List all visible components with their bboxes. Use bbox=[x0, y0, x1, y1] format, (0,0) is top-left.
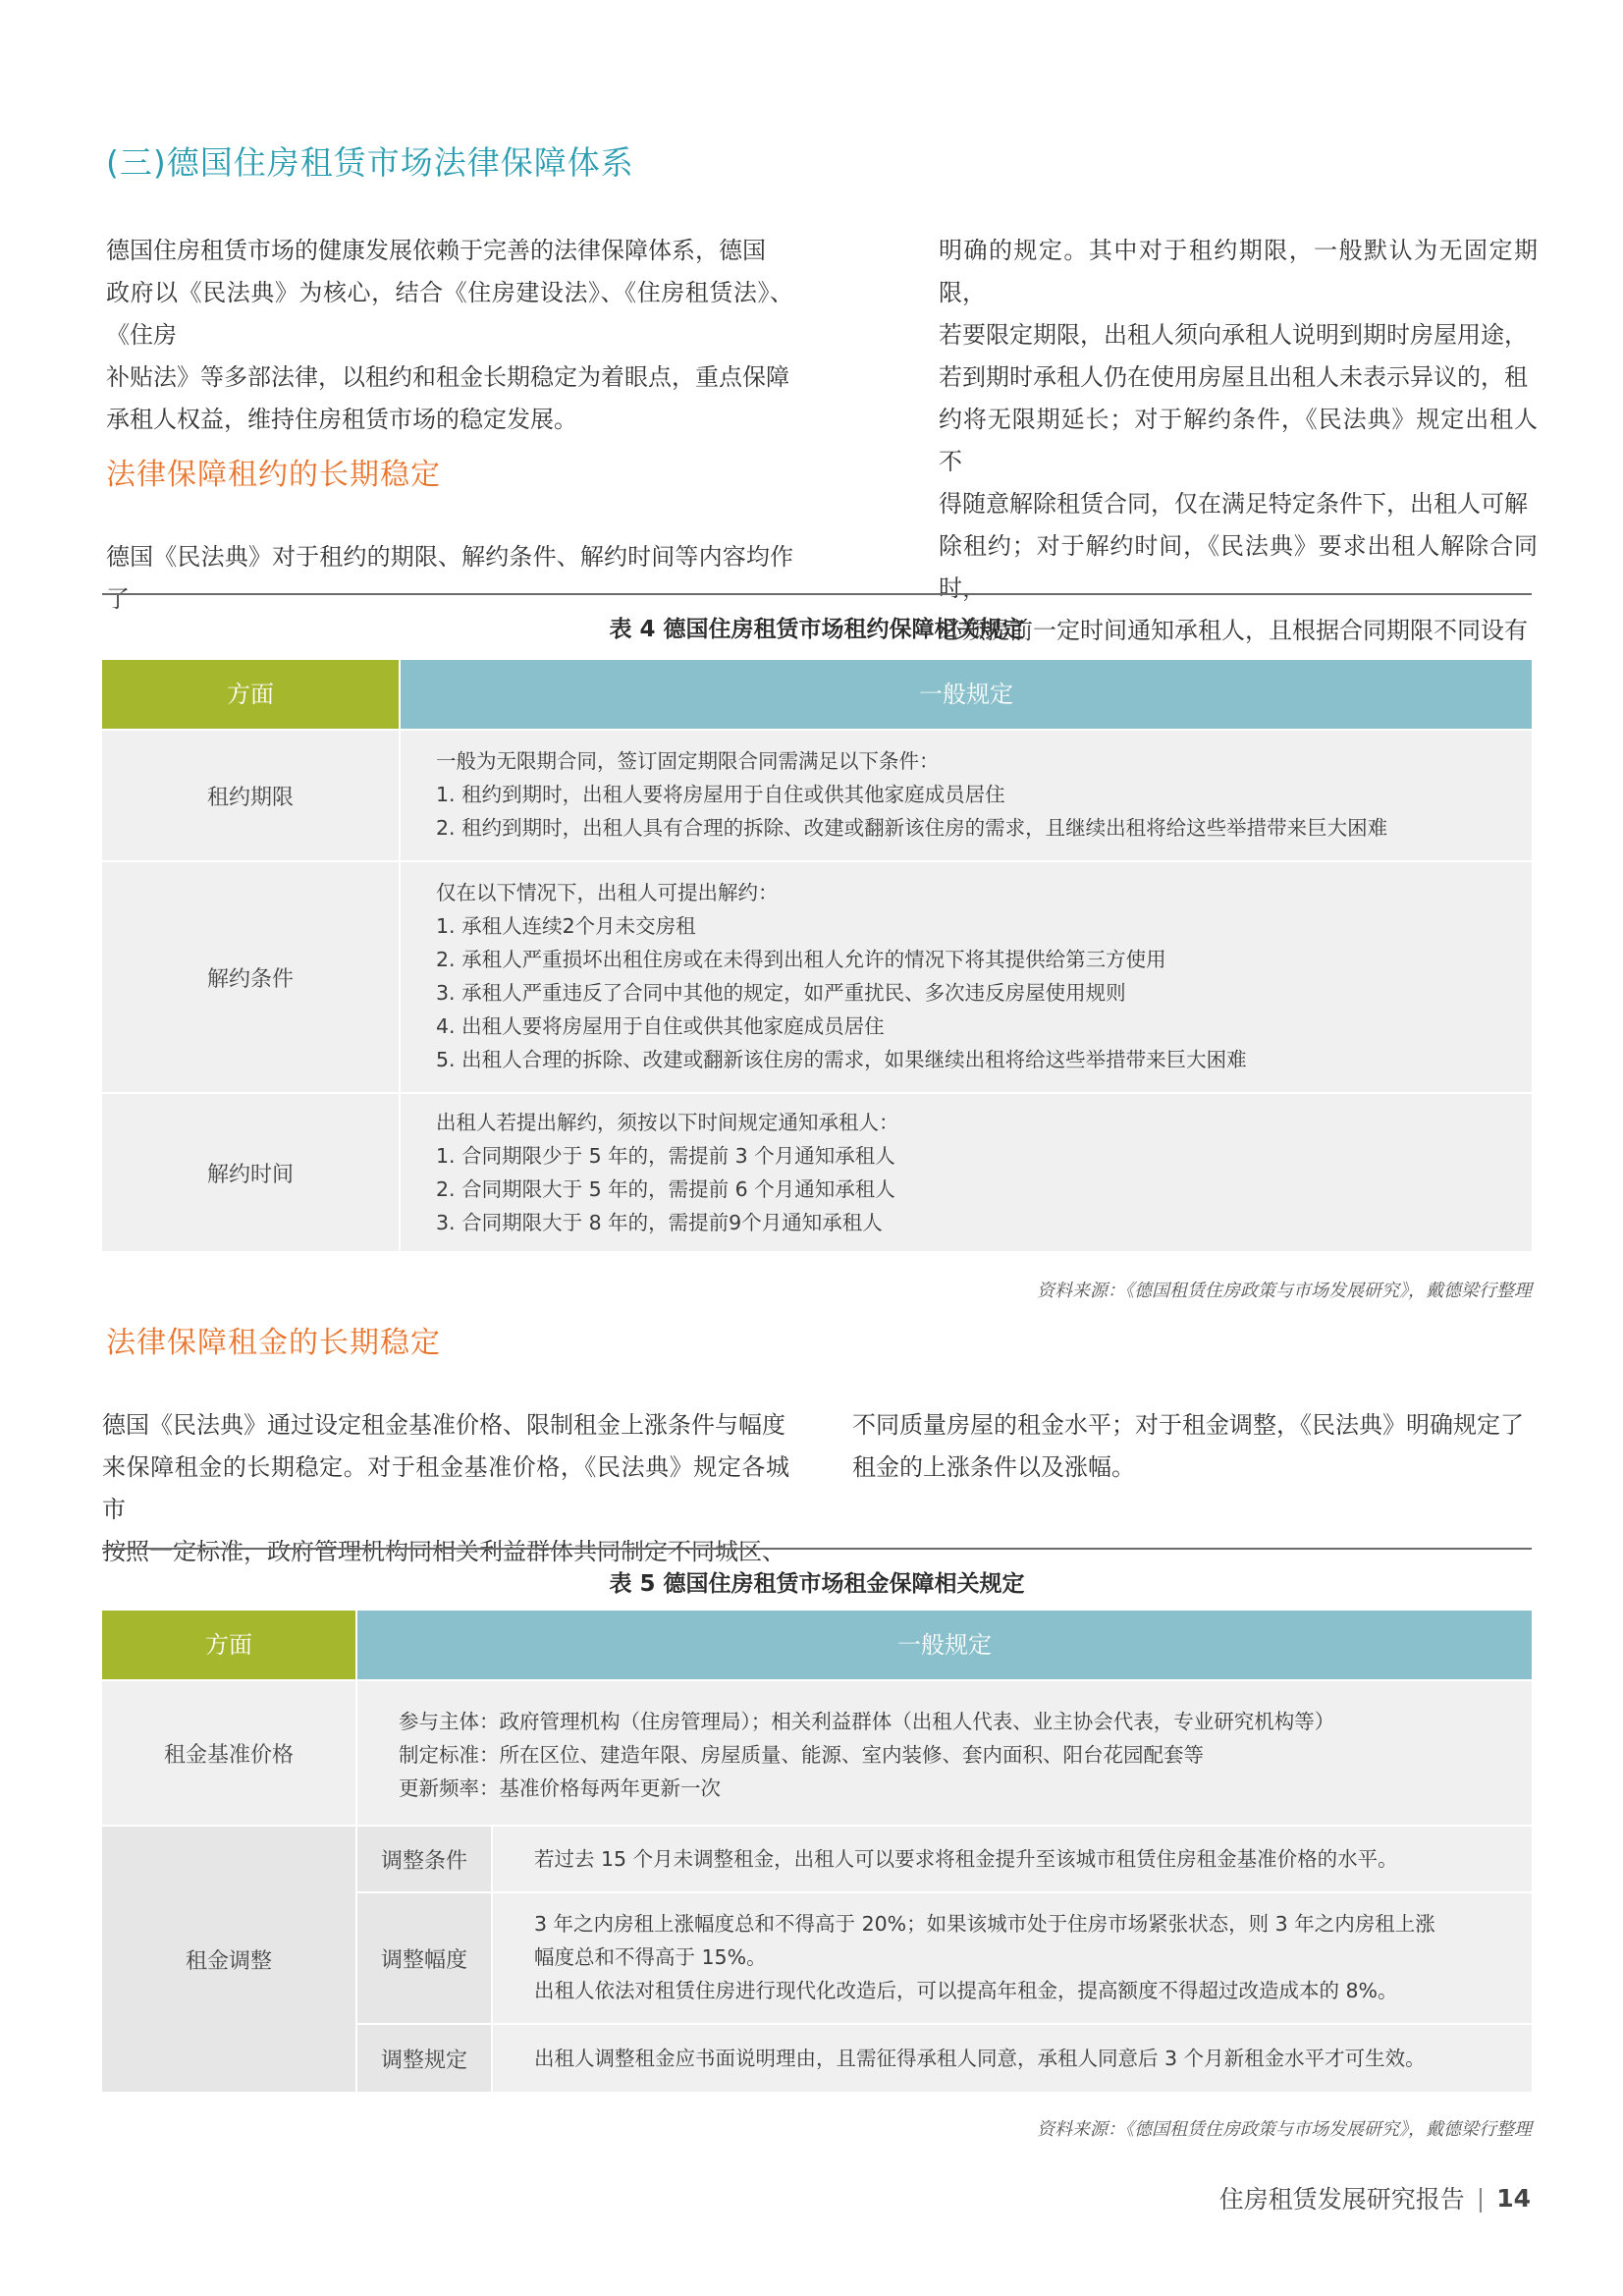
rule-line: 1. 承租人连续2个月未交房租 bbox=[436, 914, 696, 938]
page-number: 14 bbox=[1496, 2183, 1531, 2213]
rule-line: 一般为无限期合同，签订固定期限合同需满足以下条件： bbox=[436, 749, 940, 773]
intro-paragraph bbox=[106, 230, 793, 441]
table5-subrow-rule-range bbox=[493, 1893, 1532, 2023]
report-name: 住房租赁发展研究报告 bbox=[1218, 2185, 1465, 2214]
table5-aspect-rent-adjustment: 租金调整 bbox=[102, 1827, 355, 2092]
text-line: 明确的规定。其中对于租约期限，一般默认为无固定期限， bbox=[939, 237, 1538, 306]
table5-title: 表 5 德国住房租赁市场租金保障相关规定 bbox=[609, 1571, 1025, 1597]
table5-subrow-label-regulation: 调整规定 bbox=[357, 2025, 491, 2092]
table4-title: 表 4 德国住房租赁市场租约保障相关规定 bbox=[609, 617, 1025, 642]
table5-header-rule: 一般规定 bbox=[357, 1611, 1532, 1679]
table4-rule-termination-time bbox=[401, 1094, 1532, 1251]
divider bbox=[102, 593, 1532, 595]
text-line: 补贴法》等多部法律，以租约和租金长期稳定为着眼点，重点保障 bbox=[106, 363, 789, 391]
table5-subrow-rule-regulation bbox=[493, 2025, 1532, 2092]
text-line: 德国《民法典》通过设定租金基准价格、限制租金上涨条件与幅度 bbox=[102, 1411, 785, 1439]
text-line: 若到期时承租人仍在使用房屋且出租人未表示异议的，租 bbox=[939, 363, 1528, 391]
rule-line: 制定标准：所在区位、建造年限、房屋质量、能源、室内装修、套内面积、阳台花园配套等 bbox=[399, 1743, 1204, 1767]
rule-line: 1. 租约到期时，出租人要将房屋用于自住或供其他家庭成员居住 bbox=[436, 783, 1005, 806]
table4-aspect-termination-conditions: 解约条件 bbox=[102, 862, 399, 1092]
table4-rule-lease-term bbox=[401, 731, 1532, 860]
text-line: 承租人权益，维持住房租赁市场的稳定发展。 bbox=[106, 406, 577, 433]
table4-source: 资料来源：《德国租赁住房政策与市场发展研究》，戴德梁行整理 bbox=[1037, 1281, 1532, 1301]
rule-line: 3. 承租人严重违反了合同中其他的规定，如严重扰民、多次违反房屋使用规则 bbox=[436, 981, 1126, 1005]
text-line: 必须提前一定时间通知承租人，且根据合同期限不同设有 bbox=[939, 617, 1528, 644]
table4-aspect-termination-time: 解约时间 bbox=[102, 1094, 399, 1251]
subsection-title-lease: 法律保障租约的长期稳定 bbox=[106, 458, 441, 492]
text-line: 不同质量房屋的租金水平；对于租金调整，《民法典》明确规定了 bbox=[852, 1411, 1524, 1439]
text-line: 约将无限期延长；对于解约条件，《民法典》规定出租人不 bbox=[939, 406, 1538, 475]
table4-header-aspect: 方面 bbox=[102, 660, 399, 729]
text-line: 政府以《民法典》为核心，结合《住房建设法》、《住房租赁法》、《住房 bbox=[106, 279, 793, 349]
rule-line: 3. 合同期限大于 8 年的，需提前9个月通知承租人 bbox=[436, 1211, 883, 1234]
section-title: (三)德国住房租赁市场法律保障体系 bbox=[106, 143, 634, 182]
rule-line: 3 年之内房租上涨幅度总和不得高于 20%；如果该城市处于住房市场紧张状态，则 3 年之内房租上涨 bbox=[534, 1912, 1435, 1936]
table5-source: 资料来源：《德国租赁住房政策与市场发展研究》，戴德梁行整理 bbox=[1037, 2119, 1532, 2140]
table5-subrow-label-condition: 调整条件 bbox=[357, 1827, 491, 1891]
footer-separator: | bbox=[1476, 2183, 1486, 2213]
rule-line: 1. 合同期限少于 5 年的，需提前 3 个月通知承租人 bbox=[436, 1144, 895, 1168]
rule-line: 出租人依法对租赁住房进行现代化改造后，可以提高年租金，提高额度不得超过改造成本的 8%。 bbox=[534, 1979, 1398, 2002]
table5-header-aspect: 方面 bbox=[102, 1611, 355, 1679]
rule-line: 出租人若提出解约，须按以下时间规定通知承租人： bbox=[436, 1111, 899, 1134]
table5-aspect-base-price: 租金基准价格 bbox=[102, 1681, 355, 1825]
table4-aspect-lease-term: 租约期限 bbox=[102, 731, 399, 860]
text-line: 得随意解除租赁合同，仅在满足特定条件下，出租人可解 bbox=[939, 490, 1528, 518]
rent-paragraph-right bbox=[852, 1404, 1540, 1489]
rule-line: 5. 出租人合理的拆除、改建或翻新该住房的需求，如果继续出租将给这些举措带来巨大困难 bbox=[436, 1048, 1247, 1071]
table5-subrow-rule-condition bbox=[493, 1827, 1532, 1891]
rule-line: 更新频率：基准价格每两年更新一次 bbox=[399, 1777, 721, 1800]
text-line: 除租约；对于解约时间，《民法典》要求出租人解除合同时， bbox=[939, 532, 1538, 602]
text-line: 来保障租金的长期稳定。对于租金基准价格，《民法典》规定各城市 bbox=[102, 1453, 789, 1523]
text-line: 租金的上涨条件以及涨幅。 bbox=[852, 1453, 1135, 1481]
table4-header-rule: 一般规定 bbox=[401, 660, 1532, 729]
rule-line: 幅度总和不得高于 15%。 bbox=[534, 1945, 767, 1969]
rule-line: 4. 出租人要将房屋用于自住或供其他家庭成员居住 bbox=[436, 1014, 885, 1038]
rule-line: 若过去 15 个月未调整租金，出租人可以要求将租金提升至该城市租赁住房租金基准价格的水平。 bbox=[534, 1847, 1398, 1871]
table5-subrow-label-range: 调整幅度 bbox=[357, 1893, 491, 2023]
table5-rule-base-price bbox=[357, 1681, 1532, 1825]
rule-line: 2. 合同期限大于 5 年的，需提前 6 个月通知承租人 bbox=[436, 1177, 895, 1201]
rule-line: 2. 租约到期时，出租人具有合理的拆除、改建或翻新该住房的需求，且继续出租将给这些举措带来巨大困难 bbox=[436, 816, 1388, 840]
text-line: 德国《民法典》对于租约的期限、解约条件、解约时间等内容均作了 bbox=[106, 543, 793, 613]
subsection-title-rent: 法律保障租金的长期稳定 bbox=[106, 1326, 441, 1360]
rule-line: 仅在以下情况下，出租人可提出解约： bbox=[436, 881, 779, 904]
rule-line: 出租人调整租金应书面说明理由，且需征得承租人同意，承租人同意后 3 个月新租金水平才可生效。 bbox=[534, 2047, 1426, 2070]
rule-line: 2. 承租人严重损坏出租住房或在未得到出租人允许的情况下将其提供给第三方使用 bbox=[436, 948, 1166, 971]
rule-line: 参与主体：政府管理机构（住房管理局）；相关利益群体（出租人代表、业主协会代表，专业研究机构等） bbox=[399, 1710, 1335, 1733]
lease-paragraph-left bbox=[106, 536, 793, 621]
text-line: 德国住房租赁市场的健康发展依赖于完善的法律保障体系，德国 bbox=[106, 237, 766, 264]
page-footer bbox=[1219, 2180, 1531, 2215]
text-line: 按照一定标准，政府管理机构同相关利益群体共同制定不同城区、 bbox=[102, 1538, 785, 1565]
text-line: 若要限定期限，出租人须向承租人说明到期时房屋用途， bbox=[939, 321, 1528, 349]
table4-rule-termination-conditions bbox=[401, 862, 1532, 1092]
divider bbox=[102, 1548, 1532, 1550]
